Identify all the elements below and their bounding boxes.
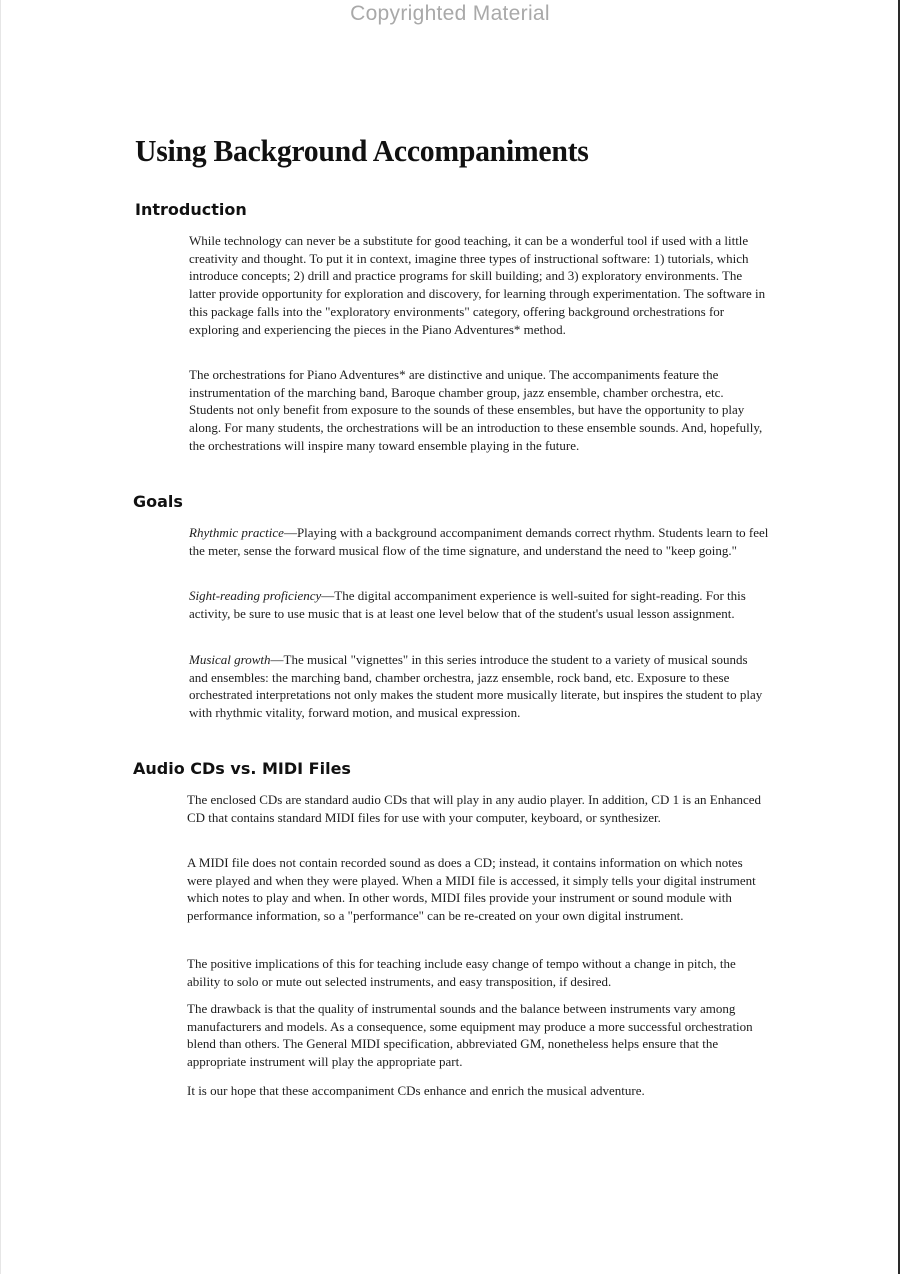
audio-paragraph-5: It is our hope that these accompaniment CDs enhance and enrich the musical adventure. — [187, 1083, 645, 1098]
goal-lead: Sight-reading proficiency — [189, 588, 322, 603]
section-heading-audio-midi: Audio CDs vs. MIDI Files — [133, 759, 351, 778]
copyright-watermark: Copyrighted Material — [350, 2, 550, 25]
goal-item-rhythmic-practice — [189, 524, 769, 559]
section-heading-goals: Goals — [133, 492, 183, 511]
goal-lead: Rhythmic practice — [189, 525, 284, 540]
goal-item-musical-growth — [189, 651, 769, 722]
goal-item-sight-reading — [189, 587, 769, 622]
section-heading-introduction: Introduction — [135, 200, 247, 219]
audio-paragraph-3: The positive implications of this for teaching include easy change of tempo without a change in pitch, the ability to solo or mute out selected instruments, and easy transposition, if desired. — [187, 956, 736, 989]
audio-paragraph-1: The enclosed CDs are standard audio CDs that will play in any audio player. In addition, CD 1 is an Enhanced CD that contains standard MIDI files for use with your computer, keyboard, or synthesizer. — [187, 792, 762, 825]
page-title: Using Background Accompaniments — [135, 133, 589, 168]
goal-lead: Musical growth — [189, 652, 271, 667]
intro-paragraph-1: While technology can never be a substitute for good teaching, it can be a wonderful tool if used with a little creativity and thought. To put it in context, imagine three types of instructional software: 1) tutorials, which introduce concepts; 2) drill and practice programs for skill building; and 3) exploratory environments. The latter provide opportunity for exploration and discovery, for learning through experimentation. The software in this package falls into the "exploratory environments" category, offering background orchestrations for exploring and experiencing the pieces in the Piano Adventures* method. — [189, 233, 766, 337]
goal-text: —The musical "vignettes" in this series introduce the student to a variety of musical sounds and ensembles: the marching band, chamber orchestra, jazz ensemble, rock band, etc. Exposure to these orchestrated interpretations not only makes the student more musically literate, but inspires the student to play with rhythmic vitality, forward motion, and musical expression. — [189, 652, 763, 721]
intro-paragraph-2: The orchestrations for Piano Adventures* are distinctive and unique. The accompaniments feature the instrumentation of the marching band, Baroque chamber group, jazz ensemble, chamber orchestra, etc. Students not only benefit from exposure to the sounds of these ensembles, but have the opportunity to play along. For many students, the orchestrations will be an introduction to these ensemble sounds. And, hopefully, the orchestrations will inspire many toward ensemble playing in the future. — [189, 367, 763, 453]
audio-paragraph-4: The drawback is that the quality of instrumental sounds and the balance between instruments vary among manufacturers and models. As a consequence, some equipment may produce a more successful orchestration blend than others. The General MIDI specification, abbreviated GM, nonetheless helps ensure that the appropriate instrument will play the appropriate part. — [187, 1001, 753, 1070]
goal-text: —The digital accompaniment experience is well-suited for sight-reading. For this activity, be sure to use music that is at least one level below that of the student's usual lesson assignment. — [189, 588, 746, 621]
audio-paragraph-2: A MIDI file does not contain recorded sound as does a CD; instead, it contains information on which notes were played and when they were played. When a MIDI file is accessed, it simply tells your digital instrument which notes to play and when. In other words, MIDI files provide your instrument or sound module with performance information, so a "performance" can be re-created on your own digital instrument. — [187, 855, 756, 924]
goal-text: —Playing with a background accompaniment demands correct rhythm. Students learn to feel the meter, sense the forward musical flow of the time signature, and understand the need to "keep going." — [189, 525, 769, 558]
